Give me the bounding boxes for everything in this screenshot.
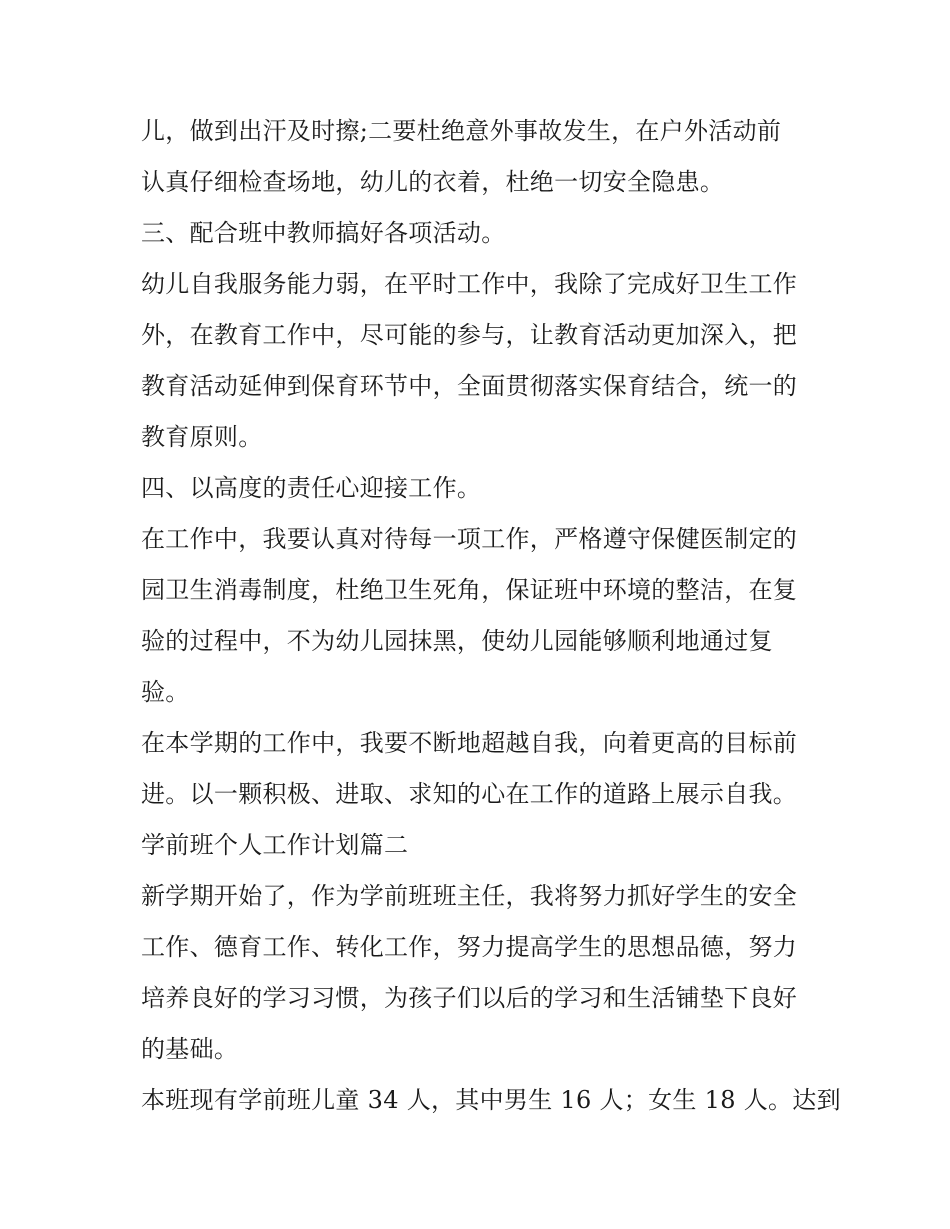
document-body: [141, 106, 841, 1126]
text-line: 进。以一颗积极、进取、求知的心在工作的道路上展示自我。: [141, 780, 798, 808]
text-line: 园卫生消毒制度，杜绝卫生死角，保证班中环境的整洁，在复: [141, 576, 798, 604]
section-heading: 三、配合班中教师搞好各项活动。: [141, 219, 506, 247]
text-line: 幼儿自我服务能力弱，在平时工作中，我除了完成好卫生工作: [141, 270, 798, 298]
text-line: 外，在教育工作中，尽可能的参与，让教育活动更加深入，把: [141, 321, 798, 349]
text-line: 工作、德育工作、转化工作，努力提高学生的思想品德，努力: [141, 933, 798, 961]
text-line: 验。: [141, 678, 190, 706]
text-line: 儿，做到出汗及时擦;二要杜绝意外事故发生，在户外活动前: [141, 117, 782, 145]
text-line: 新学期开始了，作为学前班班主任，我将努力抓好学生的安全: [141, 882, 798, 910]
article-title: 学前班个人工作计划篇二: [141, 831, 409, 859]
text-line: 认真仔细检查场地，幼儿的衣着，杜绝一切安全隐患。: [141, 168, 725, 196]
text-line: 教育原则。: [141, 423, 263, 451]
text-line: 验的过程中，不为幼儿园抹黑，使幼儿园能够顺利地通过复: [141, 627, 773, 655]
text-line: 培养良好的学习习惯，为孩子们以后的学习和生活铺垫下良好: [141, 984, 798, 1012]
text-line: 在本学期的工作中，我要不断地超越自我，向着更高的目标前: [141, 729, 798, 757]
text-line: 教育活动延伸到保育环节中，全面贯彻落实保育结合，统一的: [141, 372, 798, 400]
text-line: 在工作中，我要认真对待每一项工作，严格遵守保健医制定的: [141, 525, 798, 553]
text-line: 本班现有学前班儿童 34 人，其中男生 16 人；女生 18 人。达到: [141, 1086, 841, 1114]
section-heading: 四、以高度的责任心迎接工作。: [141, 474, 482, 502]
text-line: 的基础。: [141, 1035, 239, 1063]
